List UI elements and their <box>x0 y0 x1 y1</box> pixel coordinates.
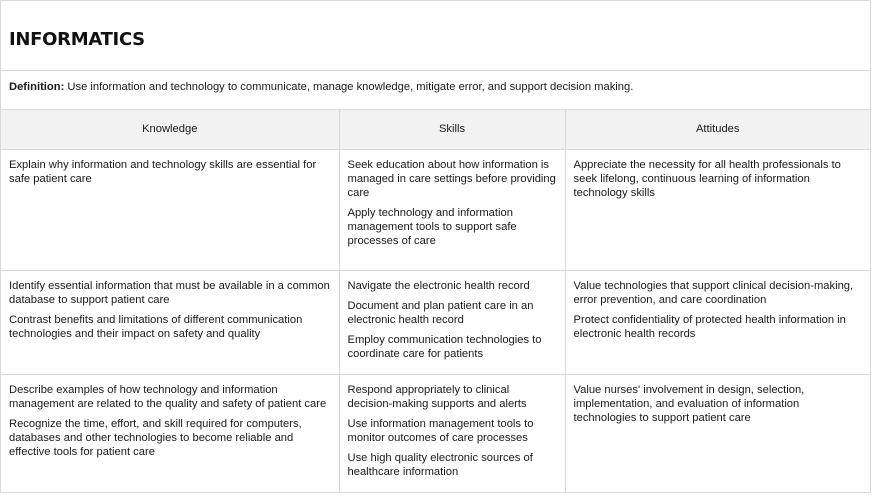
list-item: Navigate the electronic health record <box>347 279 530 292</box>
list-item: Identify essential information that must be available in a common database to support patient care <box>9 279 330 306</box>
list-item: Recognize the time, effort, and skill required for computers, databases and other technologies to become reliable and effective tools for patient care <box>9 417 302 458</box>
list-item: Appreciate the necessity for all health professionals to seek lifelong, continuous learning of information technology skills <box>573 158 841 199</box>
competency-table <box>1 110 870 494</box>
knowledge-cell <box>1 149 339 270</box>
skills-cell <box>339 374 565 494</box>
header-skills: Skills <box>339 110 565 149</box>
table-row <box>1 270 870 374</box>
header-attitudes: Attitudes <box>565 110 870 149</box>
list-item: Contrast benefits and limitations of different communication technologies and their impact on safety and quality <box>9 313 303 340</box>
list-item: Employ communication technologies to coordinate care for patients <box>347 333 542 360</box>
title-row <box>1 1 870 71</box>
list-item: Explain why information and technology skills are essential for safe patient care <box>9 158 317 185</box>
list-item: Seek education about how information is managed in care settings before providing care <box>347 158 556 199</box>
list-item: Document and plan patient care in an electronic health record <box>347 299 534 326</box>
list-item: Value nurses' involvement in design, selection, implementation, and evaluation of information technologies to support patient care <box>573 383 805 424</box>
list-item: Use high quality electronic sources of healthcare information <box>347 451 533 478</box>
list-item: Respond appropriately to clinical decision-making supports and alerts <box>347 383 527 410</box>
skills-cell <box>339 149 565 270</box>
list-item: Value technologies that support clinical decision-making, error prevention, and care coordination <box>573 279 854 306</box>
knowledge-cell <box>1 270 339 374</box>
attitudes-cell <box>565 149 870 270</box>
definition-text: Use information and technology to communicate, manage knowledge, mitigate error, and support decision making. <box>67 81 634 93</box>
list-item: Use information management tools to monitor outcomes of care processes <box>347 417 534 444</box>
definition-row <box>1 71 870 110</box>
list-item: Protect confidentiality of protected health information in electronic health records <box>573 313 846 340</box>
definition <box>9 80 633 94</box>
table-header-row <box>1 110 870 149</box>
attitudes-cell <box>565 374 870 494</box>
list-item: Describe examples of how technology and information management are related to the quality and safety of patient care <box>9 383 327 410</box>
skills-cell <box>339 270 565 374</box>
attitudes-cell <box>565 270 870 374</box>
definition-label: Definition: <box>9 81 65 93</box>
header-knowledge: Knowledge <box>1 110 339 149</box>
page-title: INFORMATICS <box>9 29 145 50</box>
knowledge-cell <box>1 374 339 494</box>
table-row <box>1 374 870 494</box>
table-row <box>1 149 870 270</box>
list-item: Apply technology and information management tools to support safe processes of care <box>347 206 517 247</box>
